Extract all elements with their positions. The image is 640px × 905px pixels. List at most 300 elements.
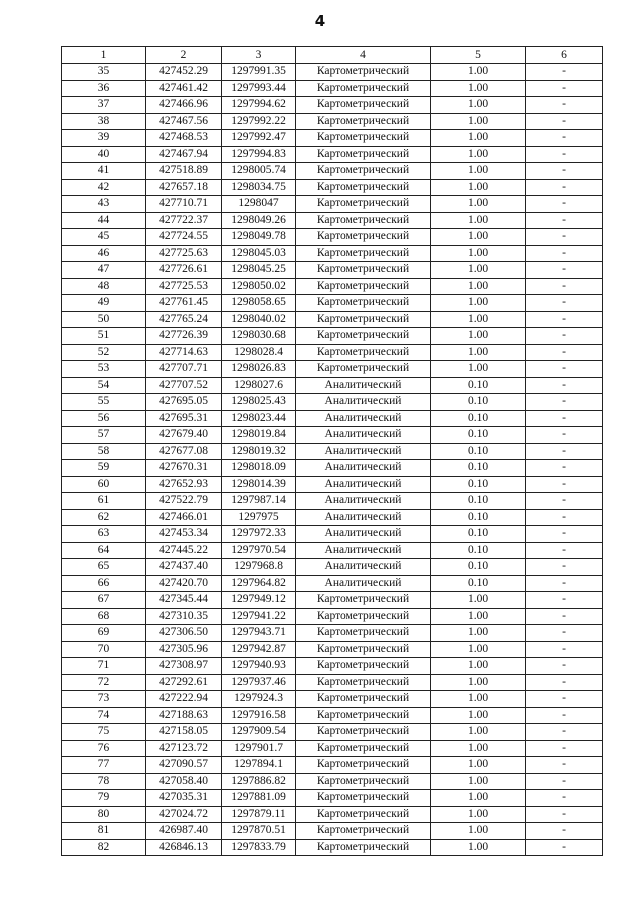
table-cell: - — [526, 757, 603, 774]
table-cell: 1.00 — [431, 295, 526, 312]
table-cell: 427437.40 — [146, 559, 222, 576]
table-cell: - — [526, 542, 603, 559]
table-cell: Картометрический — [296, 130, 431, 147]
table-cell: 427522.79 — [146, 493, 222, 510]
table-cell: 43 — [62, 196, 146, 213]
table-row — [62, 80, 603, 97]
table-cell: 1297993.44 — [222, 80, 296, 97]
table-cell: 1298049.26 — [222, 212, 296, 229]
table-cell: - — [526, 658, 603, 675]
table-cell: Картометрический — [296, 773, 431, 790]
table-cell: - — [526, 295, 603, 312]
table-cell: - — [526, 311, 603, 328]
table-cell: 1297833.79 — [222, 839, 296, 856]
table-cell: 1.00 — [431, 278, 526, 295]
table-cell: 427518.89 — [146, 163, 222, 180]
table-row — [62, 130, 603, 147]
table-row — [62, 394, 603, 411]
table-cell: 427452.29 — [146, 64, 222, 81]
table-cell: 37 — [62, 97, 146, 114]
table-cell: Картометрический — [296, 179, 431, 196]
table-cell: 1.00 — [431, 229, 526, 246]
coordinates-table — [61, 46, 603, 856]
table-cell: 1297972.33 — [222, 526, 296, 543]
table-cell: 1.00 — [431, 724, 526, 741]
table-cell: 427308.97 — [146, 658, 222, 675]
table-cell: - — [526, 625, 603, 642]
table-cell: 36 — [62, 80, 146, 97]
table-row — [62, 196, 603, 213]
table-cell: 1.00 — [431, 97, 526, 114]
table-cell: 58 — [62, 443, 146, 460]
table-cell: Картометрический — [296, 212, 431, 229]
table-cell: 427058.40 — [146, 773, 222, 790]
table-cell: 77 — [62, 757, 146, 774]
table-cell: - — [526, 509, 603, 526]
table-cell: 0.10 — [431, 394, 526, 411]
table-cell: Картометрический — [296, 658, 431, 675]
table-row — [62, 839, 603, 856]
table-cell: Картометрический — [296, 262, 431, 279]
column-header: 2 — [146, 47, 222, 64]
table-cell: Картометрический — [296, 146, 431, 163]
table-cell: Картометрический — [296, 328, 431, 345]
table-cell: - — [526, 592, 603, 609]
table-cell: 427188.63 — [146, 707, 222, 724]
table-cell: Картометрический — [296, 757, 431, 774]
page-number: 4 — [314, 12, 326, 30]
table-cell: Картометрический — [296, 295, 431, 312]
table-cell: - — [526, 278, 603, 295]
table-cell: 1.00 — [431, 757, 526, 774]
table-cell: 427222.94 — [146, 691, 222, 708]
table-row — [62, 295, 603, 312]
table-cell: 1298045.03 — [222, 245, 296, 262]
table-cell: - — [526, 724, 603, 741]
table-cell: 57 — [62, 427, 146, 444]
table-cell: 40 — [62, 146, 146, 163]
table-cell: 0.10 — [431, 377, 526, 394]
table-cell: Картометрический — [296, 740, 431, 757]
table-row — [62, 559, 603, 576]
table-cell: 1.00 — [431, 245, 526, 262]
table-cell: 427467.56 — [146, 113, 222, 130]
table-cell: - — [526, 608, 603, 625]
table-cell: 427679.40 — [146, 427, 222, 444]
table-cell: - — [526, 707, 603, 724]
table-cell: 1298027.6 — [222, 377, 296, 394]
table-cell: - — [526, 427, 603, 444]
table-cell: 74 — [62, 707, 146, 724]
table-cell: - — [526, 790, 603, 807]
table-cell: 67 — [62, 592, 146, 609]
table-cell: 427677.08 — [146, 443, 222, 460]
table-cell: 1298023.44 — [222, 410, 296, 427]
table-cell: 1298028.4 — [222, 344, 296, 361]
table-cell: 1.00 — [431, 823, 526, 840]
table-cell: 46 — [62, 245, 146, 262]
table-cell: Картометрический — [296, 80, 431, 97]
table-cell: 68 — [62, 608, 146, 625]
table-cell: 62 — [62, 509, 146, 526]
table-cell: 427420.70 — [146, 575, 222, 592]
table-cell: 427466.96 — [146, 97, 222, 114]
table-cell: 1.00 — [431, 674, 526, 691]
table-cell: 1.00 — [431, 806, 526, 823]
table-cell: - — [526, 443, 603, 460]
table-cell: 1298018.09 — [222, 460, 296, 477]
table-cell: 52 — [62, 344, 146, 361]
table-cell: 0.10 — [431, 559, 526, 576]
table-cell: - — [526, 377, 603, 394]
table-cell: 45 — [62, 229, 146, 246]
table-row — [62, 526, 603, 543]
table-cell: 66 — [62, 575, 146, 592]
table-cell: Картометрический — [296, 724, 431, 741]
table-cell: Картометрический — [296, 839, 431, 856]
table-cell: 81 — [62, 823, 146, 840]
table-cell: 75 — [62, 724, 146, 741]
table-cell: 427707.52 — [146, 377, 222, 394]
table-row — [62, 691, 603, 708]
table-cell: 1298026.83 — [222, 361, 296, 378]
table-row — [62, 377, 603, 394]
column-header: 3 — [222, 47, 296, 64]
table-cell: 1297994.83 — [222, 146, 296, 163]
table-row — [62, 658, 603, 675]
table-cell: 1297970.54 — [222, 542, 296, 559]
table-cell: 1297992.22 — [222, 113, 296, 130]
table-cell: 427461.42 — [146, 80, 222, 97]
table-cell: 427345.44 — [146, 592, 222, 609]
table-cell: 1297968.8 — [222, 559, 296, 576]
table-cell: 427468.53 — [146, 130, 222, 147]
table-cell: - — [526, 262, 603, 279]
table-cell: 0.10 — [431, 526, 526, 543]
table-cell: 69 — [62, 625, 146, 642]
table-cell: - — [526, 344, 603, 361]
table-row — [62, 790, 603, 807]
table-cell: 427765.24 — [146, 311, 222, 328]
table-cell: - — [526, 80, 603, 97]
table-row — [62, 806, 603, 823]
table-cell: Картометрический — [296, 196, 431, 213]
table-cell: 44 — [62, 212, 146, 229]
table-cell: 1297942.87 — [222, 641, 296, 658]
table-cell: 82 — [62, 839, 146, 856]
table-row — [62, 311, 603, 328]
table-cell: 35 — [62, 64, 146, 81]
table-cell: 427467.94 — [146, 146, 222, 163]
table-cell: 51 — [62, 328, 146, 345]
table-cell: - — [526, 575, 603, 592]
table-row — [62, 575, 603, 592]
table-cell: 1297870.51 — [222, 823, 296, 840]
table-cell: 427695.05 — [146, 394, 222, 411]
table-cell: 1.00 — [431, 328, 526, 345]
table-cell: - — [526, 773, 603, 790]
table-cell: Аналитический — [296, 427, 431, 444]
table-cell: 0.10 — [431, 493, 526, 510]
table-cell: 55 — [62, 394, 146, 411]
table-cell: 64 — [62, 542, 146, 559]
table-cell: 427722.37 — [146, 212, 222, 229]
table-cell: - — [526, 394, 603, 411]
table-cell: - — [526, 212, 603, 229]
table-cell: 1.00 — [431, 344, 526, 361]
table-cell: Аналитический — [296, 509, 431, 526]
table-cell: 1.00 — [431, 311, 526, 328]
table-row — [62, 707, 603, 724]
table-row — [62, 97, 603, 114]
table-cell: - — [526, 839, 603, 856]
table-cell: 1297940.93 — [222, 658, 296, 675]
table-cell: 1.00 — [431, 80, 526, 97]
table-cell: - — [526, 146, 603, 163]
table-row — [62, 823, 603, 840]
table-cell: Картометрический — [296, 361, 431, 378]
table-cell: - — [526, 410, 603, 427]
table-cell: Аналитический — [296, 460, 431, 477]
table-cell: 427725.63 — [146, 245, 222, 262]
table-cell: 0.10 — [431, 443, 526, 460]
table-cell: 1297991.35 — [222, 64, 296, 81]
table-cell: Аналитический — [296, 394, 431, 411]
table-cell: 1298019.32 — [222, 443, 296, 460]
table-cell: 0.10 — [431, 410, 526, 427]
table-row — [62, 163, 603, 180]
table-cell: Картометрический — [296, 229, 431, 246]
table-cell: 1298058.65 — [222, 295, 296, 312]
table-row — [62, 509, 603, 526]
table-cell: 1297924.3 — [222, 691, 296, 708]
table-body — [62, 64, 603, 856]
table-cell: 65 — [62, 559, 146, 576]
table-row — [62, 410, 603, 427]
table-cell: - — [526, 823, 603, 840]
table-cell: 1297994.62 — [222, 97, 296, 114]
table-cell: Картометрический — [296, 823, 431, 840]
table-cell: Картометрический — [296, 592, 431, 609]
table-cell: 1.00 — [431, 113, 526, 130]
table-cell: 1.00 — [431, 262, 526, 279]
table-cell: 427306.50 — [146, 625, 222, 642]
table-cell: 1.00 — [431, 212, 526, 229]
table-cell: - — [526, 493, 603, 510]
table-cell: 1.00 — [431, 691, 526, 708]
table-row — [62, 229, 603, 246]
table-row — [62, 592, 603, 609]
table-row — [62, 245, 603, 262]
table-cell: 41 — [62, 163, 146, 180]
table-cell: 1298025.43 — [222, 394, 296, 411]
table-cell: Картометрический — [296, 608, 431, 625]
table-cell: - — [526, 460, 603, 477]
table-cell: 1298049.78 — [222, 229, 296, 246]
table-cell: 79 — [62, 790, 146, 807]
table-row — [62, 773, 603, 790]
table-row — [62, 493, 603, 510]
table-cell: 427158.05 — [146, 724, 222, 741]
table-cell: Картометрический — [296, 674, 431, 691]
table-cell: 61 — [62, 493, 146, 510]
table-cell: 0.10 — [431, 427, 526, 444]
table-cell: 1297949.12 — [222, 592, 296, 609]
table-cell: 427761.45 — [146, 295, 222, 312]
table-header-row — [62, 47, 603, 64]
table-cell: 1.00 — [431, 361, 526, 378]
table-cell: 47 — [62, 262, 146, 279]
table-cell: Картометрический — [296, 625, 431, 642]
table-cell: 0.10 — [431, 575, 526, 592]
table-cell: - — [526, 328, 603, 345]
table-cell: Картометрический — [296, 64, 431, 81]
table-cell: 1.00 — [431, 64, 526, 81]
table-cell: - — [526, 97, 603, 114]
table-cell: 80 — [62, 806, 146, 823]
table-cell: 427652.93 — [146, 476, 222, 493]
table-cell: 427726.39 — [146, 328, 222, 345]
table-cell: - — [526, 196, 603, 213]
table-cell: Аналитический — [296, 476, 431, 493]
table-cell: 1.00 — [431, 641, 526, 658]
table-cell: 0.10 — [431, 476, 526, 493]
table-cell: 427724.55 — [146, 229, 222, 246]
table-cell: - — [526, 806, 603, 823]
table-cell: - — [526, 229, 603, 246]
table-cell: 427670.31 — [146, 460, 222, 477]
table-cell: 427710.71 — [146, 196, 222, 213]
table-cell: 1297964.82 — [222, 575, 296, 592]
table-row — [62, 443, 603, 460]
table-cell: 427305.96 — [146, 641, 222, 658]
table-row — [62, 64, 603, 81]
table-cell: 72 — [62, 674, 146, 691]
table-cell: Аналитический — [296, 575, 431, 592]
column-header: 5 — [431, 47, 526, 64]
table-cell: 1297937.46 — [222, 674, 296, 691]
table-cell: 427695.31 — [146, 410, 222, 427]
table-cell: 70 — [62, 641, 146, 658]
table-cell: 427024.72 — [146, 806, 222, 823]
table-row — [62, 641, 603, 658]
table-cell: Картометрический — [296, 311, 431, 328]
table-row — [62, 542, 603, 559]
table-cell: 38 — [62, 113, 146, 130]
table-cell: 1.00 — [431, 707, 526, 724]
table-cell: Картометрический — [296, 790, 431, 807]
table-cell: 73 — [62, 691, 146, 708]
table-cell: 427310.35 — [146, 608, 222, 625]
table-cell: 1297879.11 — [222, 806, 296, 823]
table-cell: 1.00 — [431, 130, 526, 147]
table-cell: 426987.40 — [146, 823, 222, 840]
table-cell: Картометрический — [296, 97, 431, 114]
table-cell: 1297894.1 — [222, 757, 296, 774]
table-row — [62, 328, 603, 345]
table-cell: 1.00 — [431, 839, 526, 856]
table-cell: Аналитический — [296, 526, 431, 543]
table-cell: - — [526, 691, 603, 708]
table-cell: Картометрический — [296, 691, 431, 708]
table-cell: - — [526, 526, 603, 543]
table-cell: 1297943.71 — [222, 625, 296, 642]
table-cell: 427090.57 — [146, 757, 222, 774]
table-cell: Аналитический — [296, 559, 431, 576]
table-cell: 0.10 — [431, 542, 526, 559]
table-cell: Аналитический — [296, 493, 431, 510]
table-cell: Картометрический — [296, 163, 431, 180]
table-cell: 78 — [62, 773, 146, 790]
table-cell: 427035.31 — [146, 790, 222, 807]
table-cell: 1298034.75 — [222, 179, 296, 196]
table-cell: 1297941.22 — [222, 608, 296, 625]
table-cell: - — [526, 245, 603, 262]
table-cell: Картометрический — [296, 707, 431, 724]
table-cell: 49 — [62, 295, 146, 312]
table-cell: 1.00 — [431, 179, 526, 196]
column-header: 1 — [62, 47, 146, 64]
table-cell: 1.00 — [431, 790, 526, 807]
table-cell: 1298045.25 — [222, 262, 296, 279]
table-cell: 0.10 — [431, 460, 526, 477]
table-cell: 1.00 — [431, 773, 526, 790]
table-cell: - — [526, 113, 603, 130]
table-cell: - — [526, 559, 603, 576]
table-cell: Картометрический — [296, 344, 431, 361]
table-cell: 63 — [62, 526, 146, 543]
table-cell: 426846.13 — [146, 839, 222, 856]
table-row — [62, 476, 603, 493]
table-cell: 427466.01 — [146, 509, 222, 526]
table-cell: 56 — [62, 410, 146, 427]
table-cell: 1.00 — [431, 658, 526, 675]
table-cell: 1297881.09 — [222, 790, 296, 807]
table-cell: 427657.18 — [146, 179, 222, 196]
table-cell: - — [526, 674, 603, 691]
table-row — [62, 757, 603, 774]
table-cell: 54 — [62, 377, 146, 394]
table-cell: - — [526, 476, 603, 493]
table-cell: 1297886.82 — [222, 773, 296, 790]
table-cell: 1.00 — [431, 625, 526, 642]
table-cell: - — [526, 740, 603, 757]
table-cell: 39 — [62, 130, 146, 147]
table-cell: 1297975 — [222, 509, 296, 526]
table-cell: Картометрический — [296, 245, 431, 262]
table-cell: 1298005.74 — [222, 163, 296, 180]
table-cell: 1.00 — [431, 592, 526, 609]
table-cell: 1298030.68 — [222, 328, 296, 345]
table-row — [62, 262, 603, 279]
table-row — [62, 740, 603, 757]
table-cell: - — [526, 179, 603, 196]
table-cell: Картометрический — [296, 806, 431, 823]
table-cell: 0.10 — [431, 509, 526, 526]
table-cell: Аналитический — [296, 410, 431, 427]
table-cell: 1297987.14 — [222, 493, 296, 510]
table-cell: 42 — [62, 179, 146, 196]
table-cell: 1.00 — [431, 608, 526, 625]
table-cell: 1298019.84 — [222, 427, 296, 444]
table-row — [62, 361, 603, 378]
table-cell: 60 — [62, 476, 146, 493]
table-row — [62, 427, 603, 444]
table-cell: 1297901.7 — [222, 740, 296, 757]
table-cell: 427707.71 — [146, 361, 222, 378]
table-row — [62, 674, 603, 691]
table-cell: 427714.63 — [146, 344, 222, 361]
